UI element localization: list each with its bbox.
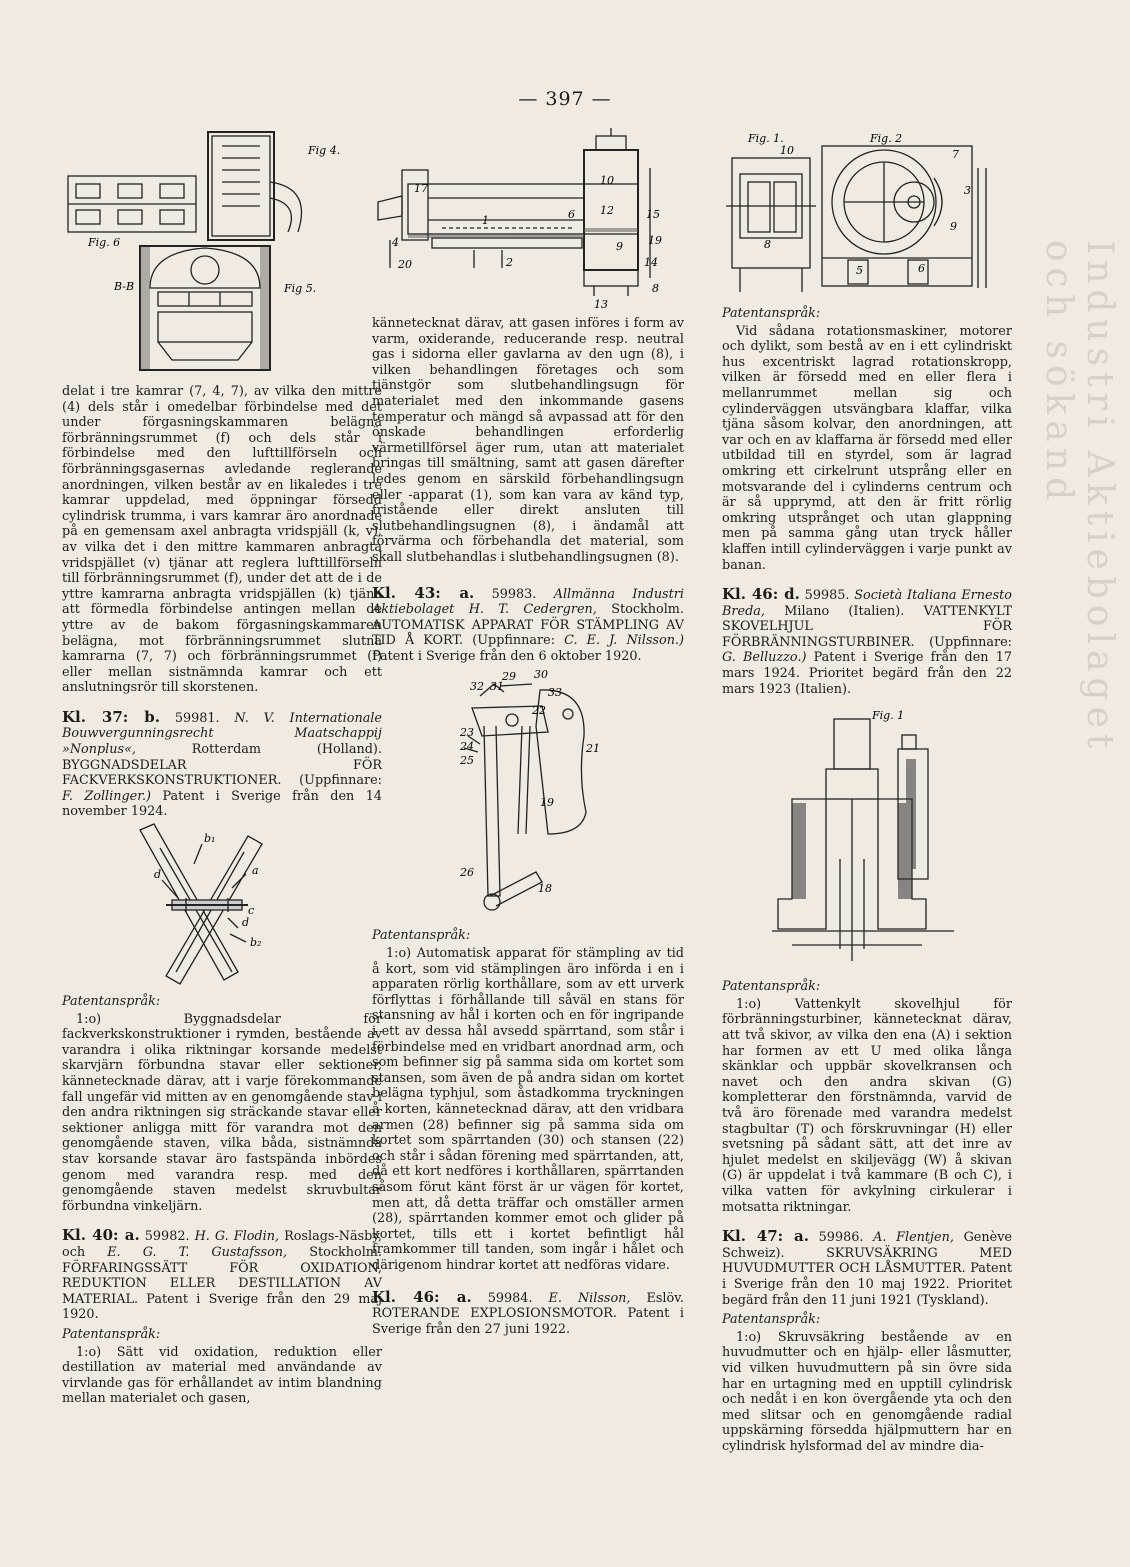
class-label: Kl. 37: b.	[62, 707, 160, 726]
fig6-label: Fig. 6	[88, 236, 121, 249]
patent-number: 59983.	[491, 586, 537, 602]
claim-heading: Patentanspråk:	[722, 306, 821, 321]
entry-title: Genève Schweiz). SKRUVSÄKRING MED HUVUDMUTTER OCH LÅSMUTTER. Patent i Sverige från den 10 maj 1922. Prioritet begärd från den 11 juni 1921 (Tyskland).	[722, 1230, 1012, 1308]
stamp-label-22: 22	[532, 704, 546, 718]
claim-text-37b: 1:o) Byggnadsdelar för fackverkskonstruktioner i rymden, bestående av varandra i olika riktningar korsande medelst skarvjärn förbundna stavar eller sektioner, kännetecknade därav, att i varje förekommande fall ungefär vid mitten av en genomgående stav i den andra riktningen sig sträckande stavar eller sektioner anligga mitt för varandra mot den genomgående staven, vilka båda, sistnämnda stav korsande stavar äro fastspända inbördes genom med varandra resp. med den genomgående staven medelst skruvbultar förbundna vinkeljärn.	[62, 1011, 382, 1214]
turbine-fig-label: Fig. 1	[872, 709, 905, 723]
patent-entry-37b	[62, 707, 383, 820]
furnace-label-2: 2	[506, 256, 513, 269]
inventor-name: F. Zollinger.)	[62, 788, 152, 804]
patent-entry-46d	[722, 587, 1012, 697]
stamp-label-18: 18	[538, 882, 552, 896]
entry-date: Patent i Sverige från den 6 oktober 1920.	[372, 648, 642, 664]
furnace-label-4: 4	[392, 236, 399, 249]
left-column	[62, 384, 382, 1409]
engine-label-3: 3	[964, 184, 971, 197]
figure-time-stamp-apparatus	[372, 666, 684, 924]
class-label: Kl. 47: a.	[722, 1227, 809, 1246]
stamp-label-23: 23	[460, 726, 474, 740]
truss-label-c: c	[248, 904, 255, 918]
page-number: — 397 —	[518, 88, 612, 110]
engine-label-8: 8	[764, 238, 771, 251]
furnace-label-8: 8	[652, 282, 659, 295]
entry-title: Rotterdam (Holland). BYGGNADSDELAR FÖR FACKVERKSKONSTRUKTIONER. (Uppfinnare:	[62, 742, 382, 789]
stamp-label-31: 31	[490, 680, 504, 694]
bleed-through-text: Industri Aktiebolaget och sökand	[1038, 240, 1120, 755]
claim-heading: Patentanspråk:	[62, 994, 161, 1010]
patent-number: 59986.	[818, 1230, 864, 1246]
applicant-name: N. V. Internationale Bouwvergunningsrecht Maatschappij »Nonplus«,	[62, 710, 383, 758]
furnace-label-10: 10	[600, 174, 614, 187]
engine-fig2-label: Fig. 2	[870, 132, 903, 145]
stamp-label-19: 19	[540, 796, 554, 810]
applicant-name: E. Nilsson,	[548, 1290, 631, 1306]
engine-label-10: 10	[780, 144, 794, 157]
engine-label-6: 6	[918, 262, 925, 275]
right-column	[722, 302, 1012, 1456]
claim-text-46a: Vid sådana rotationsmaskiner, motorer och dylikt, som bestå av en i ett cylindriskt hus excentriskt lagrad rotationskropp, vilken är försedd med en eller flera i mellanrummet mellan sig och cylinderväggen utsvängbara klaffar, vilka tjäna såsom kolvar, den anordningen, att var och en av klaffarna är försedd med eller utbildad till en styrdel, som är lagrad omkring ett cirkelrunt utsprång eller en motsvarande del i cylinderns centrum och är så upprymd, att den är fritt rörlig omkring utsprånget och utan glappning men på samma gång utan tryck håller klaffen intill cylinderväggen i varje punkt av banan.	[722, 323, 1012, 573]
claim-heading: Patentanspråk:	[62, 1326, 161, 1342]
stamp-label-32: 32	[470, 680, 484, 694]
figure-gasifier-furnace	[62, 128, 341, 380]
entry-date: Patent i Sverige från den 14 november 1924.	[62, 788, 382, 820]
stamp-label-26: 26	[460, 866, 474, 880]
stamp-label-33: 33	[548, 686, 562, 700]
patent-entry-47a	[722, 1229, 1012, 1308]
furnace-label-1: 1	[482, 214, 489, 227]
patent-entry-43a	[372, 583, 684, 665]
applicant-name-2: E. G. T. Gustafsson,	[107, 1244, 288, 1260]
stamp-label-29: 29	[502, 670, 516, 684]
truss-label-b1: b₁	[204, 832, 216, 846]
applicant-name: A. Flentjen,	[873, 1230, 954, 1246]
furnace-label-6: 6	[568, 208, 575, 221]
furnace-label-9: 9	[616, 240, 623, 253]
furnace-label-17: 17	[414, 182, 428, 195]
applicant-name: Allmänna Industri Aktiebolaget H. T. Cedergren,	[372, 586, 684, 618]
middle-column	[372, 316, 684, 1339]
patent-entry-40a	[62, 1228, 382, 1323]
class-label: Kl. 46: a.	[372, 1287, 472, 1306]
furnace-label-20: 20	[398, 258, 412, 271]
class-label: Kl. 46: d.	[722, 585, 800, 604]
claim-text-46d: 1:o) Vattenkylt skovelhjul för förbränningsturbiner, kännetecknat därav, att två skivor, av vilka den ena (A) i sektion har formen av ett U med olika långa skänklar och uppbär skovelkransen och navet och den andra skivan (G) kompletterar den förstnämnda, varvid de två äro förenade med varandra medelst stagbultar (T) och förskruvningar (H) eller svetsning på sådant sätt, att det inre av hjulet medelst en skiljevägg (W) å skivan (G) är uppdelat i två kammare (B och C), i vilka vatten för avkylning cirkulerar i motsatta riktningar.	[722, 996, 1012, 1215]
applicant-name: H. G. Flodin,	[194, 1229, 280, 1245]
truss-label-a: a	[252, 864, 259, 878]
claim-heading: Patentanspråk:	[722, 1312, 821, 1328]
figure-oxidation-furnace	[372, 128, 696, 312]
stamp-label-30: 30	[534, 668, 548, 682]
applicant-name: Società Italiana Ernesto Breda,	[722, 588, 1013, 619]
engine-fig1-label: Fig. 1.	[748, 132, 784, 145]
engine-label-7: 7	[952, 148, 959, 161]
patent-entry-46a	[372, 1287, 684, 1338]
engine-label-5: 5	[856, 264, 863, 277]
claim-text-47a: 1:o) Skruvsäkring bestående av en huvudmutter och en hjälp- eller låsmutter, vid vilken huvudmuttern på sin övre sida har en urtagning med en upptill cylindrisk och nedåt i en kon övergående yta och den med slitsar och en genomgående radial uppskärning försedda hjälpmuttern har en cylindrisk hylsformad del av mindre dia-	[722, 1329, 1012, 1454]
furnace-label-12: 12	[600, 204, 614, 217]
furnace-label-14: 14	[644, 256, 658, 269]
entry-title: Stockholm. AUTOMATISK APPARAT FÖR STÄMPLING AV TID Å KORT. (Uppfinnare:	[372, 602, 684, 649]
claim-continuation-40a: kännetecknat därav, att gasen införes i form av varm, oxiderande, reducerande resp. neutral gas i sidorna eller gavlarna av den ugn (8), i vilken behandlingen företages och som tjänstgör som slutbehandlingsugn för materialet med den inkommande gasens temperatur och mängd så avpassad att för den önskade behandlingen erforderlig värmetillförsel äger rum, utan att materialet bringas till smältning, samt att gasen därefter ledes genom en särskild förbehandlingsugn eller -apparat (1), som kan vara av känd typ, fristående eller direkt ansluten till slutbehandlingsugnen (8), i ändamål att förvärma och förbehandla det material, som skall slutbehandlas i slutbehandlingsugnen (8).	[372, 316, 684, 565]
claim-heading: Patentanspråk:	[372, 928, 471, 944]
figure-rotary-engine	[718, 128, 1008, 298]
entry-title: Eslöv. ROTERANDE EXPLOSIONSMOTOR. Patent i Sverige från den 27 juni 1922.	[372, 1290, 684, 1337]
furnace-label-15: 15	[646, 208, 660, 221]
patent-number: 59984.	[487, 1290, 533, 1306]
patent-number: 59981.	[174, 710, 220, 726]
claim-text-43a: 1:o) Automatisk apparat för stämpling av tid å kort, som vid stämplingen äro införda i en i apparaten rörlig korthållare, som av ett urverk förflyttas i förhållande till såväl en stans för stansning av hål i korten och en för ingripande i ett av dessa hål avsedd spärrtand, som står i förbindelse med en vridbart anordnad arm, och som befinner sig på samma sida om kortet som stansen, som även de på andra sidan om kortet belägna typhjul, som åstadkomma tryckningen å korten, kännetecknad därav, att den vridbara armen (28) befinner sig på samma sida om kortet som spärrtanden (30) och stansen (22) och står i sådan förening med spärrtanden, att, då ett kort nedföres i korthållaren, spärrtanden såsom förut känt först är ur vägen för kortet, men att, då detta träffar och omställer armen (28), spärrtanden kommer emot och glider på kortet, tills ett i kortet befintligt hål framkommer till tanden, som ingår i hålet och därigenom hindrar kortet att nedföras vidare.	[372, 946, 684, 1273]
engine-label-9: 9	[950, 220, 957, 233]
figure-turbine-wheel	[722, 699, 1012, 975]
furnace-label-13: 13	[594, 298, 608, 311]
entry-location: Roslags-Näsby, och	[62, 1229, 382, 1260]
entry-title: Stockholm. FÖRFARINGSSÄTT FÖR OXIDATION, REDUKTION ELLER DESTILLATION AV MATERIAL. Patent i Sverige från den 29 maj 1920.	[62, 1244, 382, 1323]
patent-number: 59982.	[144, 1229, 190, 1245]
figure-truss-joint	[62, 822, 382, 990]
furnace-label-19: 19	[648, 234, 662, 247]
continuation-paragraph: delat i tre kamrar (7, 4, 7), av vilka den mittre (4) dels står i omedelbar förbindelse med det under förgasningskammaren belägna förbränningsrummet (f) och dels står i förbindelse med den lufttillförseln och förbränningsgasernas avledande reglerande anordningen, vilken består av en likaledes i tre kamrar uppdelad, med öppningar försedd cylindrisk trumma, i vars kamrar äro anordnade på en gemensam axel anbragta vridspjäll (k, v), av vilka det i den mittre kammaren anbragta vridspjället (v) tjänar att reglera lufttillförseln till förbränningsrummet (f), under det att de i de yttre kamrarna anbragta vridspjällen (k) tjäna att förmedla förbindelse antingen mellan de yttre av de bakom förgasningskammaren belägna, mot förbränningsrummet slutna kamrarna (7, 7) och förbränningsrummet (f) eller mellan sistnämnda kamrar och ett anslutningsrör till skorstenen.	[62, 384, 382, 696]
entry-date: Patent i Sverige från den 17 mars 1924. Prioritet begärd från den 22 mars 1923 (Italien).	[722, 650, 1012, 697]
section-bb-label: B-B	[114, 280, 135, 293]
truss-label-b2: b₂	[250, 936, 262, 950]
truss-label-d2: d	[242, 916, 250, 930]
fig4-label: Fig 4.	[308, 144, 341, 157]
inventor-name: G. Belluzzo.)	[722, 650, 807, 666]
fig5-label: Fig 5.	[284, 282, 317, 295]
stamp-label-25: 25	[460, 754, 474, 768]
stamp-label-21: 21	[586, 742, 600, 756]
stamp-label-24: 24	[460, 740, 474, 754]
truss-label-d1: d	[154, 868, 162, 882]
patent-number: 59985.	[804, 588, 850, 604]
inventor-name: C. E. J. Nilsson.)	[564, 633, 684, 649]
class-label: Kl. 43: a.	[372, 583, 475, 602]
claim-text-40a: 1:o) Sätt vid oxidation, reduktion eller destillation av material med användande av virvlande gas för erhållandet av intim blandning mellan materialet och gasen,	[62, 1344, 382, 1407]
class-label: Kl. 40: a.	[62, 1226, 140, 1245]
claim-heading: Patentanspråk:	[722, 979, 821, 995]
entry-title: Milano (Italien). VATTENKYLT SKOVELHJUL FÖR FÖRBRÄNNINGSTURBINER. (Uppfinnare:	[722, 603, 1013, 650]
